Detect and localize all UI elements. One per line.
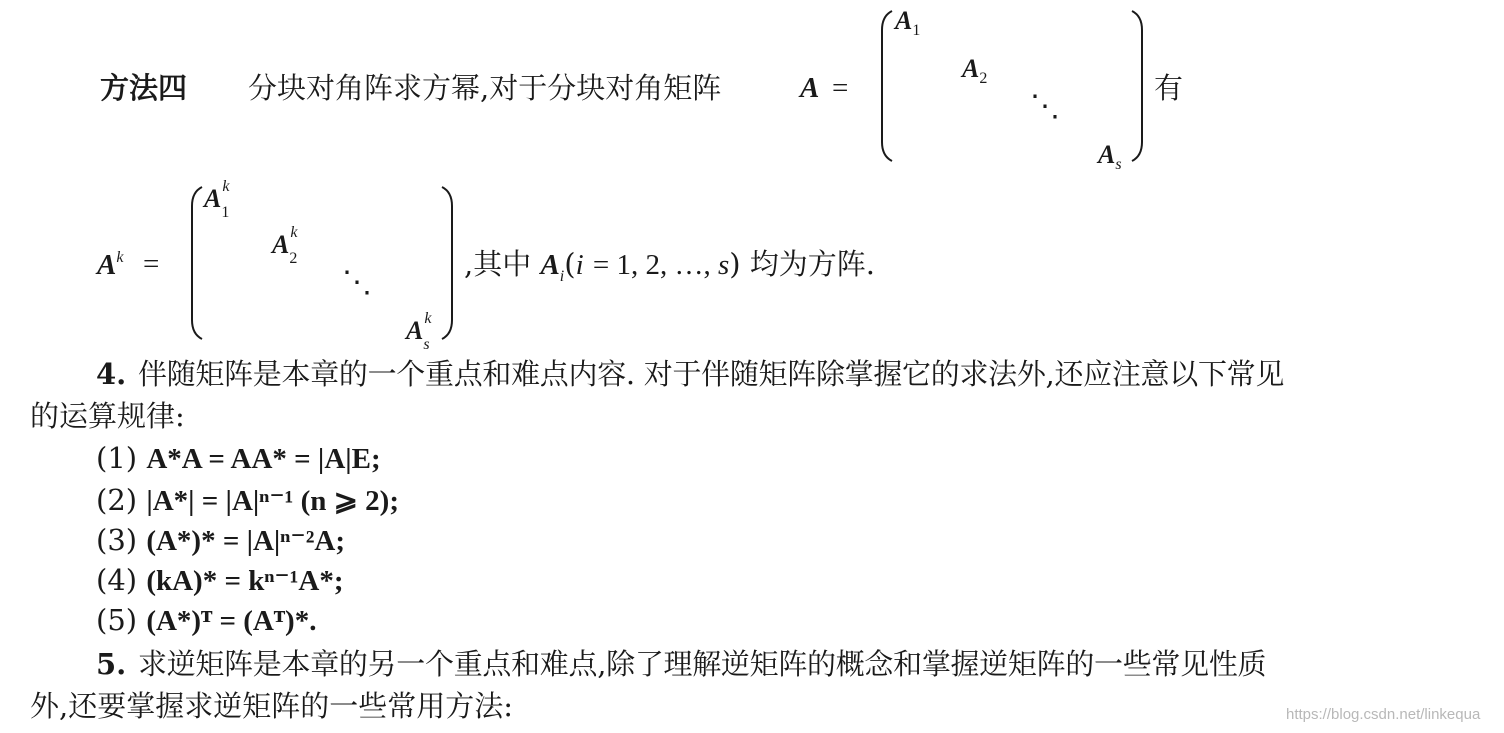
method-text: 分块对角阵求方幂,对于分块对角矩阵 (248, 71, 722, 105)
watermark-url: https://blog.csdn.net/linkequa (1286, 706, 1481, 723)
item5-line2: 外,还要掌握求逆矩阵的一些常用方法: (30, 689, 513, 723)
power-diagonal-dots: ⋱ (342, 265, 372, 300)
matrix-symbol-A: A (800, 72, 820, 104)
power-element-A2k: A k 2 (272, 224, 298, 267)
item4-line1: 伴随矩阵是本章的一个重点和难点内容. 对于伴随矩阵除掌握它的求法外,还应注意以下常见 (138, 357, 1285, 391)
matrix-element-A2: $A_2$ (962, 54, 988, 88)
rule-2: (2) |A*| = |A|ⁿ⁻¹ (n ⩾ 2); (96, 483, 400, 517)
power-matrix-left-bracket (190, 186, 204, 340)
power-lhs: $A^k$ (97, 249, 124, 281)
power-matrix-right-bracket (440, 186, 454, 340)
equals-sign: = (832, 72, 849, 104)
matrix-element-As: $A_s$ (1098, 140, 1122, 174)
item4-number: 4. (96, 357, 127, 391)
power-tail: ,其中 $A_i(i = 1$, 2, …, s) 均为方阵. (464, 247, 876, 285)
rule-1: (1) A*A = AA* = |A|E; (96, 441, 381, 475)
matrix-element-A1: $A_1$ (895, 6, 921, 40)
matrix-right-bracket (1130, 10, 1144, 162)
rule-3: (3) (A*)* = |A|ⁿ⁻²A; (96, 523, 345, 557)
matrix-diagonal-dots: ⋱ (1030, 89, 1060, 124)
power-equals: = (143, 248, 160, 280)
power-element-Ask: A k s (406, 310, 432, 353)
have-word: 有 (1154, 71, 1184, 105)
power-element-A1k: A k 1 (204, 178, 230, 221)
item5-line1: 求逆矩阵是本章的另一个重点和难点,除了理解逆矩阵的概念和掌握逆矩阵的一些常见性质 (138, 647, 1267, 681)
matrix-left-bracket (880, 10, 894, 162)
item5-number: 5. (96, 647, 127, 681)
method-label: 方法四 (100, 71, 188, 105)
rule-5: (5) (A*)ᵀ = (Aᵀ)*. (96, 603, 317, 637)
item4-line2: 的运算规律: (30, 399, 185, 433)
rule-4: (4) (kA)* = kⁿ⁻¹A*; (96, 563, 344, 597)
